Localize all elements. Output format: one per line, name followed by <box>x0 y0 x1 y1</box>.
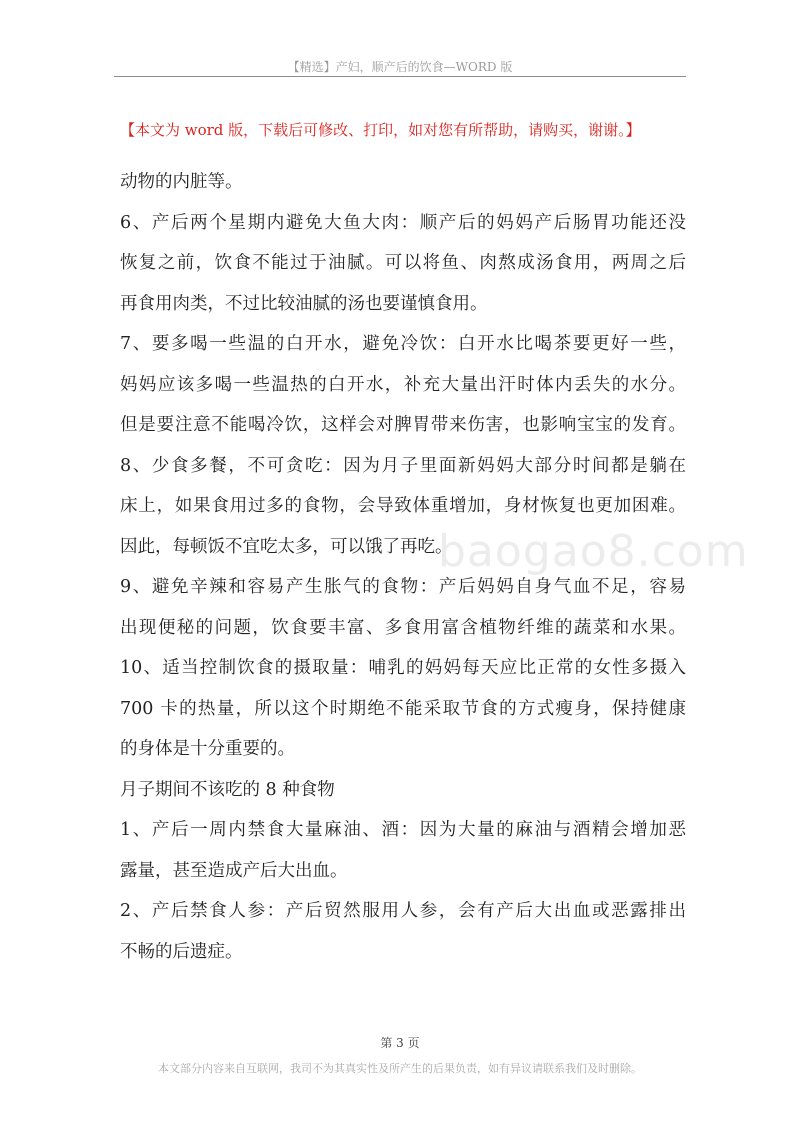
body-line: 恢复之前，饮食不能过于油腻。可以将鱼、肉熬成汤食用，两周之后 <box>120 253 686 273</box>
body-line: 因此，每顿饭不宜吃太多，可以饿了再吃。 <box>120 536 453 557</box>
page-number: 第 3 页 <box>380 1036 420 1050</box>
body-line: 8、少食多餐，不可贪吃：因为月子里面新妈妈大部分时间都是躺在 <box>120 455 686 476</box>
body-line: 2、产后禁食人参：产后贸然服用人参，会有产后大出血或恶露排出 <box>120 901 686 921</box>
body-line: 露量，甚至造成产后大出血。 <box>120 860 348 881</box>
watermark-logo: baogao8.com <box>438 526 749 577</box>
document-body <box>120 162 686 972</box>
body-line: 床上，如果食用过多的食物，会导致体重增加，身材恢复也更加困难。 <box>120 496 686 516</box>
section-heading: 月子期间不该吃的 8 种食物 <box>120 779 335 800</box>
body-line: 10、适当控制饮食的摄取量：哺乳的妈妈每天应比正常的女性多摄入 <box>120 658 686 678</box>
body-line: 妈妈应该多喝一些温热的白开水，补充大量出汗时体内丢失的水分。 <box>120 374 686 395</box>
body-line: 出现便秘的问题，饮食要丰富、多食用富含植物纤维的蔬菜和水果。 <box>120 617 686 638</box>
body-line: 的身体是十分重要的。 <box>120 739 295 759</box>
body-line: 不畅的后遗症。 <box>120 941 243 962</box>
body-line: 动物的内脏等。 <box>120 172 243 192</box>
body-line: 再食用肉类，不过比较油腻的汤也要谨慎食用。 <box>120 293 488 314</box>
body-line: 但是要注意不能喝冷饮，这样会对脾胃带来伤害，也影响宝宝的发育。 <box>120 415 686 435</box>
body-line: 6、产后两个星期内避免大鱼大肉：顺产后的妈妈产后肠胃功能还没 <box>120 212 686 233</box>
body-line: 7、要多喝一些温的白开水，避免冷饮：白开水比喝茶要更好一些， <box>120 334 686 354</box>
header-divider <box>114 76 686 77</box>
page-header-title: 【精选】产妇，顺产后的饮食—WORD 版 <box>287 60 513 74</box>
body-line: 9、避免辛辣和容易产生胀气的食物：产后妈妈自身气血不足，容易 <box>120 577 686 597</box>
body-line: 1、产后一周内禁食大量麻油、酒：因为大量的麻油与酒精会增加恶 <box>120 820 686 840</box>
footer-disclaimer: 本文部分内容来自互联网，我司不为其真实性及所产生的后果负责，如有异议请联系我们及时删除。 <box>158 1062 642 1075</box>
download-notice: 【本文为 word 版，下载后可修改、打印，如对您有所帮助，请购买，谢谢。】 <box>120 121 641 139</box>
body-line: 700 卡的热量，所以这个时期绝不能采取节食的方式瘦身，保持健康 <box>120 698 686 719</box>
